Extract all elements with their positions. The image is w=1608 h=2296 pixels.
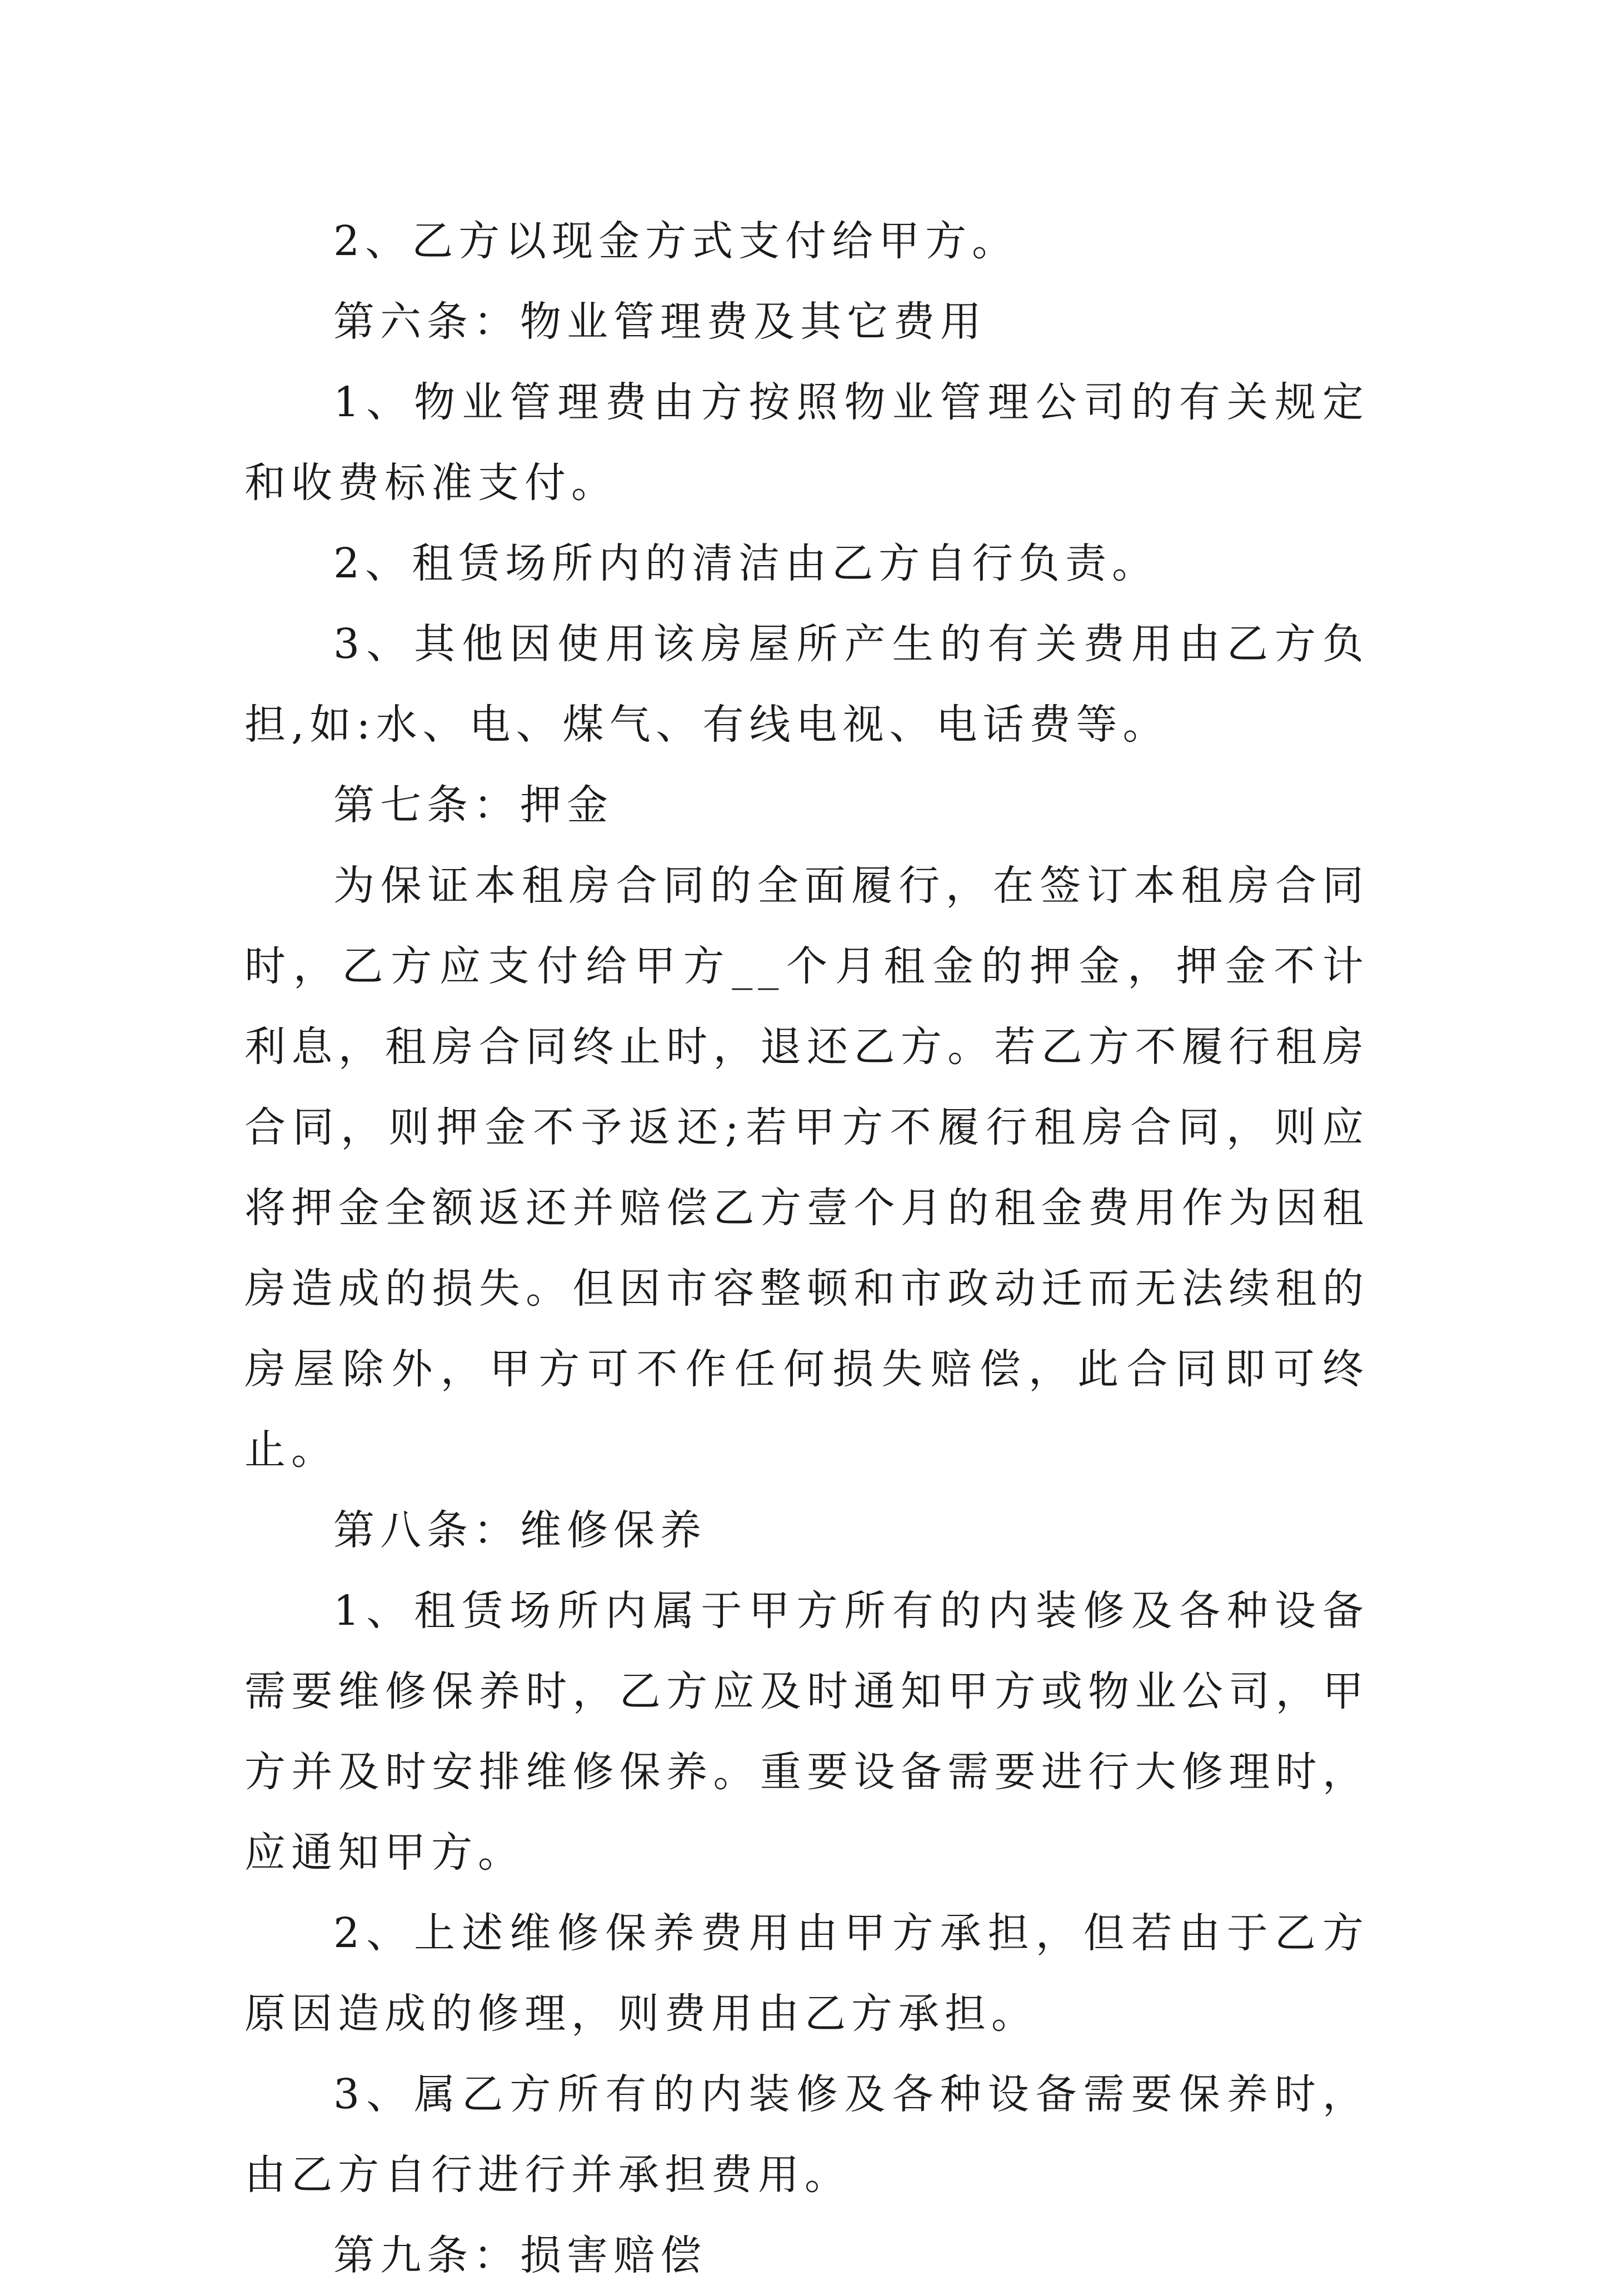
paragraph-payment-method: 2、乙方以现金方式支付给甲方。 (333, 217, 1019, 265)
paragraph-property-fee: 1、物业管理费由方按照物业管理公司的有关规定和收费标准支付。 (244, 378, 1369, 507)
paragraph-maintenance-1: 1、租赁场所内属于甲方所有的内装修及各种设备需要维修保养时，乙方应及时通知甲方或物业公司，甲方并及时安排维修保养。重要设备需要进行大修理时，应通知甲方。 (244, 1587, 1369, 1876)
paragraph-other-fees: 3、其他因使用该房屋所产生的有关费用由乙方负担,如:水、电、煤气、有线电视、电话费等。 (244, 620, 1369, 748)
document-body (244, 201, 1369, 2296)
heading-article-9: 第九条：损害赔偿 (333, 2232, 707, 2279)
paragraph-maintenance-3: 3、属乙方所有的内装修及各种设备需要保养时，由乙方自行进行并承担费用。 (244, 2070, 1369, 2199)
paragraph-maintenance-2: 2、上述维修保养费用由甲方承担，但若由于乙方原因造成的修理，则费用由乙方承担。 (244, 1909, 1369, 2038)
paragraph-deposit: 为保证本租房合同的全面履行，在签订本租房合同时，乙方应支付给甲方__个月租金的押金，押金不计利息，租房合同终止时，退还乙方。若乙方不履行租房合同，则押金不予返还;若甲方不履行租房合同，则应将押金全额返还并赔偿乙方壹个月的租金费用作为因租房造成的损失。但因市容整顿和市政动迁而无法续租的房屋除外，甲方可不作任何损失赔偿，此合同即可终止。 (244, 862, 1369, 1474)
heading-article-7: 第七条：押金 (333, 781, 613, 829)
paragraph-cleaning: 2、租赁场所内的清洁由乙方自行负责。 (333, 540, 1159, 587)
heading-article-8: 第八条：维修保养 (333, 1506, 707, 1554)
heading-article-6: 第六条：物业管理费及其它费用 (333, 298, 987, 346)
